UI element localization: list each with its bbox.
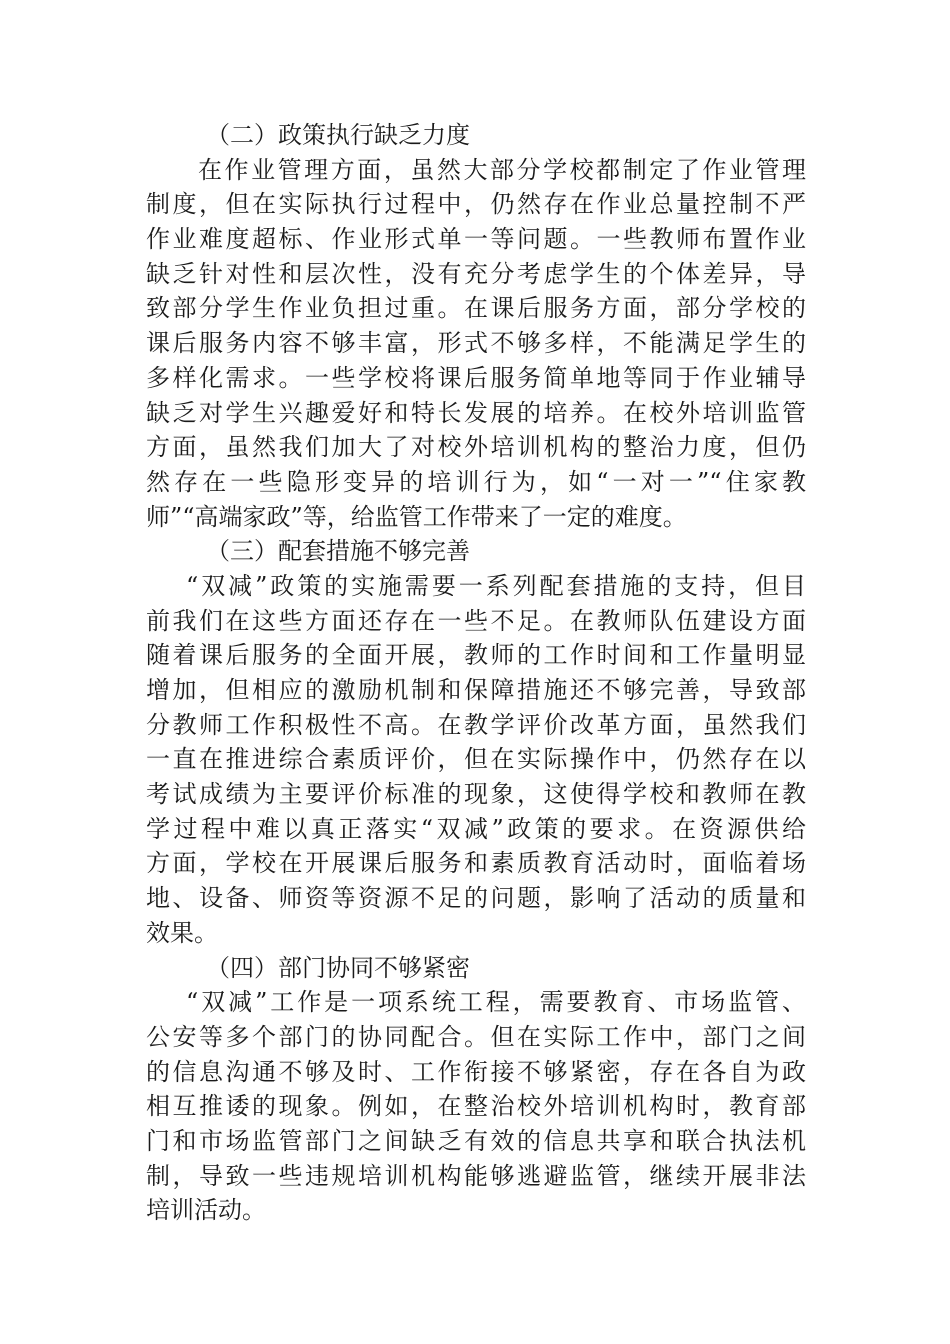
paragraph-line: 公安等多个部门的协同配合。但在实际工作中，部门之间 — [146, 1022, 806, 1051]
section-heading-3: （三）配套措施不够完善 — [206, 537, 470, 566]
section-heading-2: （二）政策执行缺乏力度 — [206, 121, 470, 149]
paragraph-line: 方面，虽然我们加大了对校外培训机构的整治力度，但仍 — [146, 433, 806, 462]
paragraph-line: 师”“高端家政”等，给监管工作带来了一定的难度。 — [146, 502, 687, 531]
paragraph-line: 前我们在这些方面还存在一些不足。在教师队伍建设方面 — [146, 606, 806, 635]
paragraph-line: “双减”政策的实施需要一系列配套措施的支持，但目 — [186, 571, 806, 600]
paragraph-line: 然存在一些隐形变异的培训行为，如“一对一”“住家教 — [146, 467, 806, 496]
paragraph-line: 在作业管理方面，虽然大部分学校都制定了作业管理 — [198, 155, 806, 184]
paragraph-line: 制，导致一些违规培训机构能够逃避监管，继续开展非法 — [146, 1161, 806, 1190]
paragraph-line: 地、设备、师资等资源不足的问题，影响了活动的质量和 — [146, 884, 806, 913]
paragraph-line: 课后服务内容不够丰富，形式不够多样，不能满足学生的 — [146, 329, 806, 358]
paragraph-line: 致部分学生作业负担过重。在课后服务方面，部分学校的 — [146, 294, 806, 323]
paragraph-line: “双减”工作是一项系统工程，需要教育、市场监管、 — [186, 988, 806, 1017]
paragraph-line: 效果。 — [146, 918, 218, 947]
paragraph-line: 方面，学校在开展课后服务和素质教育活动时，面临着场 — [146, 849, 806, 878]
paragraph-line: 随着课后服务的全面开展，教师的工作时间和工作量明显 — [146, 641, 806, 670]
paragraph-line: 制度，但在实际执行过程中，仍然存在作业总量控制不严 — [146, 190, 806, 219]
paragraph-line: 学过程中难以真正落实“双减”政策的要求。在资源供给 — [146, 814, 806, 843]
paragraph-line: 多样化需求。一些学校将课后服务简单地等同于作业辅导 — [146, 363, 806, 392]
paragraph-line: 相互推诿的现象。例如，在整治校外培训机构时，教育部 — [146, 1092, 806, 1121]
paragraph-line: 分教师工作积极性不高。在教学评价改革方面，虽然我们 — [146, 710, 806, 739]
paragraph-line: 增加，但相应的激励机制和保障措施还不够完善，导致部 — [146, 676, 806, 704]
paragraph-line: 门和市场监管部门之间缺乏有效的信息共享和联合执法机 — [146, 1126, 806, 1155]
paragraph-line: 作业难度超标、作业形式单一等问题。一些教师布置作业 — [146, 225, 806, 254]
paragraph-line: 培训活动。 — [146, 1196, 266, 1225]
paragraph-line: 缺乏针对性和层次性，没有充分考虑学生的个体差异，导 — [146, 259, 806, 288]
paragraph-line: 考试成绩为主要评价标准的现象，这使得学校和教师在教 — [146, 780, 806, 809]
paragraph-line: 缺乏对学生兴趣爱好和特长发展的培养。在校外培训监管 — [146, 398, 806, 427]
section-heading-4: （四）部门协同不够紧密 — [206, 953, 470, 982]
document-page — [146, 118, 806, 1228]
paragraph-line: 一直在推进综合素质评价，但在实际操作中，仍然存在以 — [146, 745, 806, 774]
paragraph-line: 的信息沟通不够及时、工作衔接不够紧密，存在各自为政 — [146, 1057, 806, 1086]
